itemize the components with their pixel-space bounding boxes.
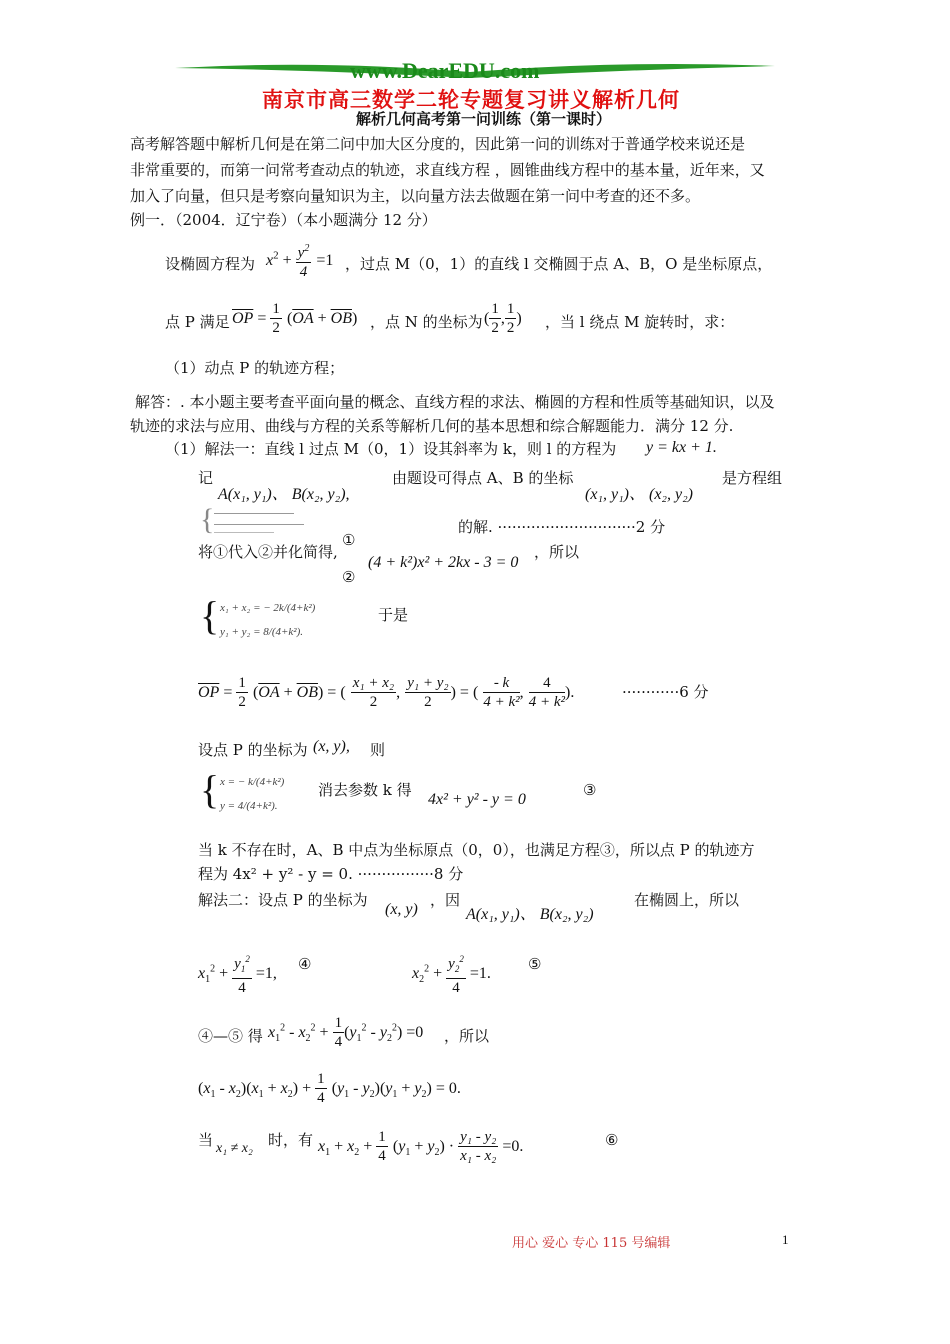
is-system: 是方程组 — [722, 469, 783, 487]
k-not-exist-line-1: 当 k 不存在时，A、B 中点为坐标原点（0，0），也满足方程③，所以点 P 的轨迹方 — [198, 841, 755, 859]
footer-note: 用心 爱心 专心 115 号编辑 — [512, 1236, 671, 1251]
then-label: 于是 — [378, 606, 409, 624]
parametric-system: { x = − k/(4+k²) y = 4/(4+k²). — [200, 767, 285, 812]
eliminate-label: 消去参数 k 得 — [318, 781, 412, 799]
system-equations-image: { — [200, 510, 310, 536]
slope-equation: $x_1 + x_2$ + $\frac{1}{4}$ $(y_1 + y_2)$ · $\frac{\text{y₁ - y₂}}{\text{x₁ - x₂}}$ =0. — [318, 1129, 524, 1164]
so-label: ，所以 — [534, 543, 580, 561]
answer-line-1: 解答：. 本小题主要考查平面向量的概念、直线方程的求法、椭圆的方程和性质等基础知识，以及 — [135, 393, 775, 411]
problem-line-2-a: 点 P 满足 — [165, 313, 230, 331]
page-title: 南京市高三数学二轮专题复习讲义解析几何 — [262, 87, 680, 112]
substitute-line: 将①代入②并化简得, — [198, 543, 338, 561]
when-label: 当 — [198, 1131, 214, 1149]
method-2-line-c: 在椭圆上，所以 — [634, 891, 740, 909]
question-1: （1）动点 P 的轨迹方程； — [165, 359, 345, 377]
method-2-coords: A(x₁, y₁)、 B(x₂, y₂) — [466, 906, 594, 923]
then2-label: 则 — [370, 741, 386, 759]
when-condition: x₁ ≠ x₂ — [216, 1141, 253, 1156]
method-2-xy: (x, y) — [385, 901, 418, 918]
subtract-label: ④—⑤ 得 — [198, 1027, 263, 1045]
n-coordinate: ( $\frac{1}{2}$ , $\frac{1}{2}$ ) — [484, 301, 522, 336]
let-p-line: 设点 P 的坐标为 — [198, 741, 308, 759]
ellipse-equation: $x^2$ + $\frac{y^2}{4}$ =1 — [266, 240, 333, 281]
op-vector-equation: $\overline{OP}$ = $\frac{1}{2}$ $(\overline{OA} + \overline{OB})$ — [232, 301, 358, 336]
method-2-line-b: ，因 — [430, 891, 461, 909]
from-condition: 由题设可得点 A、B 的坐标 — [392, 469, 574, 487]
problem-line-1-a: 设椭圆方程为 — [165, 255, 256, 273]
quadratic-equation: (4 + k²)x² + 2kx - 3 = 0 — [368, 554, 519, 571]
factored-equation: $(x_1 - x_2)(x_1 + x_2)$ + $\frac{1}{4}$ $(y_1 - y_2)(y_1 + y_2) = 0$. — [198, 1071, 461, 1106]
intro-line-2: 非常重要的，而第一问常考查动点的轨迹，求直线方程 ，圆锥曲线方程中的基本量，近年来，又 — [130, 161, 765, 179]
ji-label: 记 — [198, 469, 214, 487]
problem-line-2-c: ，当 l 绕点 M 旋转时，求： — [545, 313, 735, 331]
solution-2pts: 的解. ·····························2 分 — [458, 518, 666, 536]
circle-2: ② — [342, 568, 356, 586]
circle-6: ⑥ — [605, 1131, 619, 1149]
logo-text[interactable]: www.DearEDU.com — [350, 58, 540, 83]
coords-ab: (x₁, y₁)、 (x₂, y₂) — [585, 486, 693, 503]
vieta-system: { x₁ + x₂ = − 2k/(4+k²) y₁ + y₂ = 8/(4+k²). — [200, 593, 316, 638]
trajectory-equation: 4x² + y² - y = 0 — [428, 791, 526, 808]
method-1-line: （1）解法一：直线 l 过点 M（0，1）设其斜率为 k，则 l 的方程为 — [165, 440, 617, 458]
when-label-b: 时，有 — [268, 1131, 314, 1149]
page-subtitle: 解析几何高考第一问训练（第一课时） — [356, 110, 612, 128]
subtract-equation: $x_1^2 - x_2^2$ + $\frac{1}{4}$ $(y_1^2 - y_2^2) =0$ — [268, 1015, 424, 1050]
line-equation: y = kx + 1. — [646, 439, 717, 456]
method-2-line-a: 解法二：设点 P 的坐标为 — [198, 891, 368, 909]
p-xy: (x, y), — [313, 738, 350, 755]
circle-4: ④ — [298, 955, 312, 973]
circle-1: ① — [342, 531, 356, 549]
points-ab: A(x₁, y₁)、 B(x₂, y₂), — [218, 486, 350, 503]
intro-line-3: 加入了向量，但只是考察向量知识为主，以向量方法去做题在第一问中考查的还不多。 — [130, 187, 701, 205]
example-heading: 例一．（2004．辽宁卷）（本小题满分 12 分） — [130, 211, 437, 229]
intro-line-1: 高考解答题中解析几何是在第二问中加大区分度的，因此第一问的训练对于普通学校来说还是 — [130, 135, 746, 153]
so-label-2: ，所以 — [444, 1027, 490, 1045]
op-midpoint-equation: $\overline{OP}$ = $\frac{1}{2}$ $(\overline{OA} + \overline{OB})$ = ( $\frac{\text{x₁ + x₂}}{2}$ , $\frac{\text{y₁ + y₂}}{2}$ ) = ( $\frac{- k}{\text{4 + k²}}$ , $\frac{4}{\text{4 + k²}}$ ). — [198, 675, 575, 710]
page-number: 1 — [782, 1232, 789, 1247]
circle-5: ⑤ — [528, 955, 542, 973]
k-not-exist-line-2: 程为 4x² + y² - y = 0. ················8 分 — [198, 865, 464, 883]
problem-line-2-b: ，点 N 的坐标为 — [370, 313, 483, 331]
equation-5: $x_2^2$ + $\frac{y_2^2}{4}$ =1. — [412, 950, 491, 997]
equation-4: $x_1^2$ + $\frac{y_1^2}{4}$ =1, — [198, 950, 277, 997]
circle-3: ③ — [583, 781, 597, 799]
problem-line-1-b: ，过点 M（0，1）的直线 l 交椭圆于点 A、B，O 是坐标原点， — [345, 255, 773, 273]
six-points: ············6 分 — [622, 683, 709, 701]
answer-line-2: 轨迹的求法与应用、曲线与方程的关系等解析几何的基本思想和综合解题能力．满分 12 分. — [130, 417, 734, 435]
